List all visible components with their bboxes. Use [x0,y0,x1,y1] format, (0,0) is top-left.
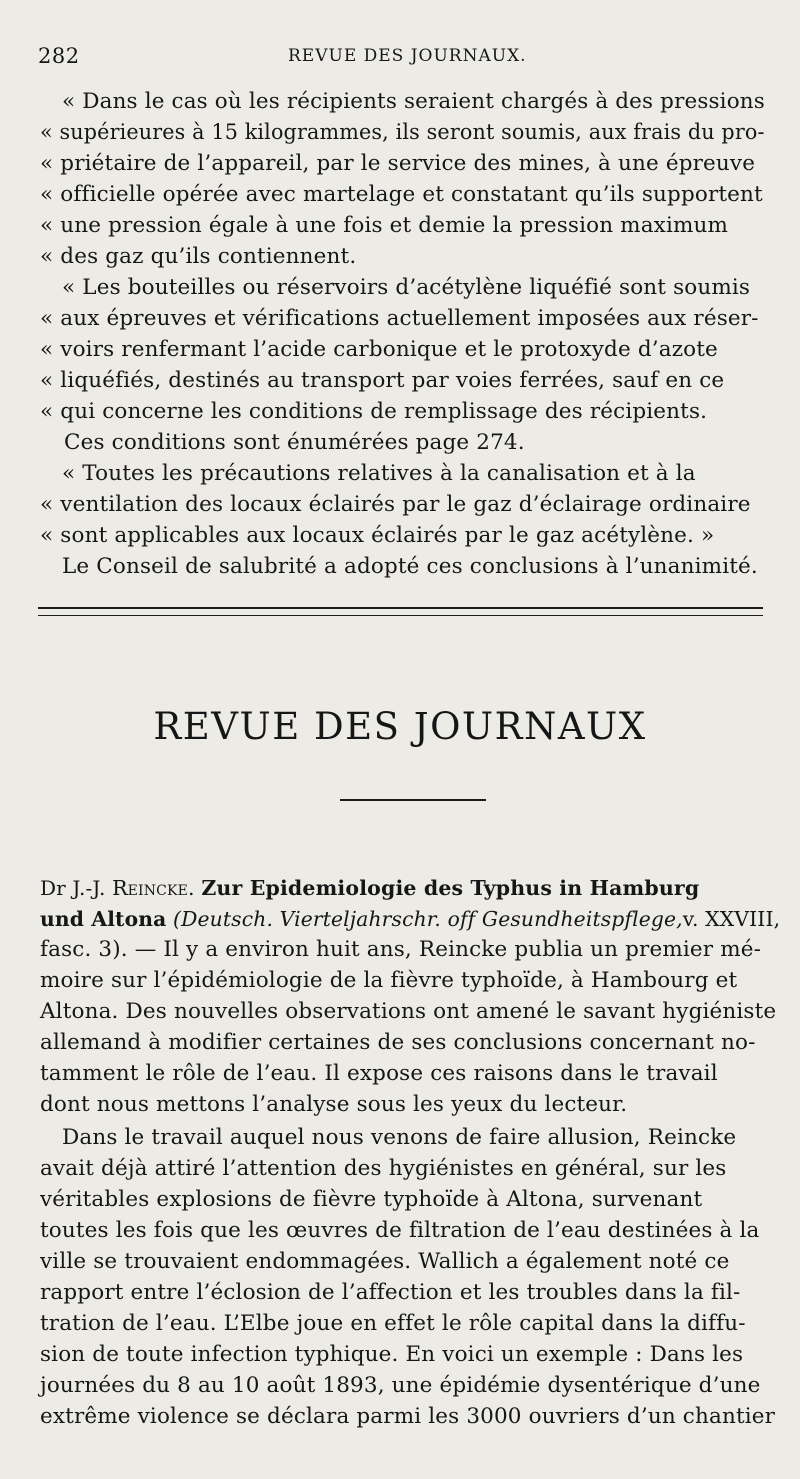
page-header [38,40,758,72]
quote-line: « priétaire de l’appareil, par le service des mines, à une épreuve [40,151,756,176]
article-title-continued: und Altona [40,907,167,931]
article-line: fasc. 3). — Il y a environ huit ans, Reincke publia un premier mé- [40,937,762,962]
section-divider-top [38,607,763,609]
quote-line: Ces conditions sont énumérées page 274. [64,430,525,455]
article-line: dont nous mettons l’analyse sous les yeux du lecteur. [40,1092,628,1117]
title-underline [340,799,486,801]
quote-line: « une pression égale à une fois et demie la pression maximum [40,213,729,238]
article-line: extrême violence se déclara parmi les 3000 ouvriers d’un chantier [40,1404,776,1429]
section-title: REVUE DES JOURNAUX [153,705,647,748]
author-name: Reincke [112,876,188,900]
article-line: toutes les fois que les œuvres de filtration de l’eau destinées à la [40,1218,760,1243]
article-line: véritables explosions de fièvre typhoïde à Altona, survenant [40,1187,703,1212]
quote-line: « voirs renfermant l’acide carbonique et le protoxyde d’azote [40,337,718,362]
article-volume: v. XXVIII, [682,907,781,931]
article-heading-line [40,873,699,903]
article-source: (Deutsch. Vierteljahrschr. off Gesundheitspflege, [173,907,683,931]
quote-line: « Les bouteilles ou réservoirs d’acétylène liquéfié sont soumis [62,275,751,300]
running-title: REVUE DES JOURNAUX. [288,46,527,66]
article-line: tration de l’eau. L’Elbe joue en effet le rôle capital dans la diffu- [40,1311,746,1336]
section-divider-bottom [38,615,763,616]
quote-line: « qui concerne les conditions de remplissage des récipients. [40,399,708,424]
article-line: allemand à modifier certaines de ses conclusions concernant no- [40,1030,756,1055]
author-prefix: Dr J.-J. [40,876,113,900]
article-line: journées du 8 au 10 août 1893, une épidémie dysentérique d’une [40,1373,761,1398]
quote-line: « Toutes les précautions relatives à la canalisation et à la [62,461,696,486]
article-line: rapport entre l’éclosion de l’affection et les troubles dans la fil- [40,1280,741,1305]
article-line: ville se trouvaient endommagées. Wallich a également noté ce [40,1249,730,1274]
quote-line: « liquéfiés, destinés au transport par voies ferrées, sauf en ce [40,368,725,393]
quote-line: « sont applicables aux locaux éclairés par le gaz acétylène. » [40,523,715,548]
quote-line: « des gaz qu’ils contiennent. [40,244,357,269]
quote-line: « ventilation des locaux éclairés par le gaz d’éclairage ordinaire [40,492,751,517]
article-line: Altona. Des nouvelles observations ont amené le savant hygiéniste [40,999,777,1024]
article-line: sion de toute infection typhique. En voici un exemple : Dans les [40,1342,744,1367]
article-source-line [40,904,780,934]
article-line: tamment le rôle de l’eau. Il expose ces raisons dans le travail [40,1061,718,1086]
author-suffix: . [187,876,202,900]
quote-line: « aux épreuves et vérifications actuellement imposées aux réser- [40,306,759,331]
council-conclusion: Le Conseil de salubrité a adopté ces conclusions à l’unanimité. [62,554,758,579]
quote-line: « supérieures à 15 kilogrammes, ils seront soumis, aux frais du pro- [40,120,765,145]
quote-line: « Dans le cas où les récipients seraient chargés à des pressions [62,89,765,114]
article-line: moire sur l’épidémiologie de la fièvre typhoïde, à Hambourg et [40,968,738,993]
quote-line: « officielle opérée avec martelage et constatant qu’ils supportent [40,182,763,207]
page-number: 282 [38,44,80,68]
quoted-regulation [40,87,765,587]
article-title: Zur Epidemiologie des Typhus in Hamburg [201,876,700,900]
article-line: avait déjà attiré l’attention des hygiénistes en général, sur les [40,1156,727,1181]
article-line: Dans le travail auquel nous venons de faire allusion, Reincke [62,1125,737,1150]
